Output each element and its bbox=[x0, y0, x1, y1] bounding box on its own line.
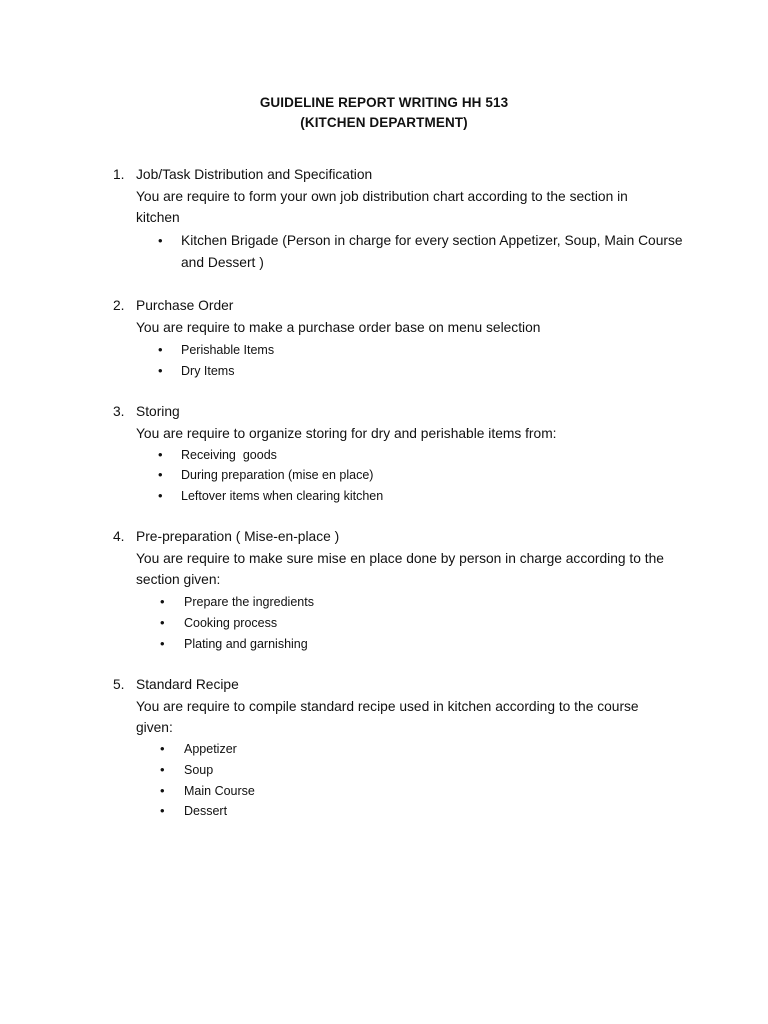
list-item: Plating and garnishing bbox=[184, 637, 308, 651]
section-description: You are require to compile standard recipe used in kitchen according to the course bbox=[136, 699, 639, 714]
bullet-icon: • bbox=[160, 803, 165, 818]
bullet-icon: • bbox=[160, 636, 165, 651]
list-item: During preparation (mise en place) bbox=[181, 468, 374, 482]
section-heading: Job/Task Distribution and Specification bbox=[136, 167, 373, 182]
list-item: Cooking process bbox=[184, 616, 278, 630]
section-heading: Pre-preparation ( Mise-en-place ) bbox=[136, 529, 340, 544]
section-heading: Storing bbox=[136, 404, 180, 419]
list-item: Kitchen Brigade (Person in charge for every section Appetizer, Soup, Main Course bbox=[181, 233, 683, 248]
section-number: 5. bbox=[113, 677, 125, 692]
bullet-icon: • bbox=[158, 447, 163, 462]
section-description: You are require to make sure mise en place done by person in charge according to the bbox=[136, 551, 664, 566]
bullet-icon: • bbox=[158, 342, 163, 357]
bullet-icon: • bbox=[158, 233, 163, 248]
document-subtitle: (KITCHEN DEPARTMENT) bbox=[300, 115, 468, 130]
bullet-icon: • bbox=[158, 467, 163, 482]
section-description-continued: given: bbox=[136, 720, 173, 735]
list-item: Soup bbox=[184, 763, 214, 777]
section-description: You are require to organize storing for dry and perishable items from: bbox=[136, 426, 557, 441]
bullet-icon: • bbox=[160, 741, 165, 756]
list-item: Prepare the ingredients bbox=[184, 595, 314, 609]
section-heading: Purchase Order bbox=[136, 298, 234, 313]
section-number: 4. bbox=[113, 529, 125, 544]
list-item: Perishable Items bbox=[181, 343, 275, 357]
section-description: You are require to form your own job distribution chart according to the section in bbox=[136, 189, 628, 204]
bullet-icon: • bbox=[160, 762, 165, 777]
list-item: Main Course bbox=[184, 784, 255, 798]
list-item: Appetizer bbox=[184, 742, 237, 756]
list-item: Dry Items bbox=[181, 364, 235, 378]
list-item-continued: and Dessert ) bbox=[181, 255, 264, 270]
section-description-continued: kitchen bbox=[136, 210, 180, 225]
section-description-continued: section given: bbox=[136, 572, 221, 587]
section-number: 1. bbox=[113, 167, 125, 182]
section-description: You are require to make a purchase order base on menu selection bbox=[136, 320, 541, 335]
list-item: Leftover items when clearing kitchen bbox=[181, 489, 384, 503]
section-number: 2. bbox=[113, 298, 125, 313]
section-number: 3. bbox=[113, 404, 125, 419]
list-item: Receiving goods bbox=[181, 448, 277, 462]
bullet-icon: • bbox=[160, 615, 165, 630]
bullet-icon: • bbox=[158, 363, 163, 378]
bullet-icon: • bbox=[158, 488, 163, 503]
bullet-icon: • bbox=[160, 594, 165, 609]
list-item: Dessert bbox=[184, 804, 228, 818]
section-heading: Standard Recipe bbox=[136, 677, 239, 692]
document-title: GUIDELINE REPORT WRITING HH 513 bbox=[259, 95, 509, 110]
bullet-icon: • bbox=[160, 783, 165, 798]
